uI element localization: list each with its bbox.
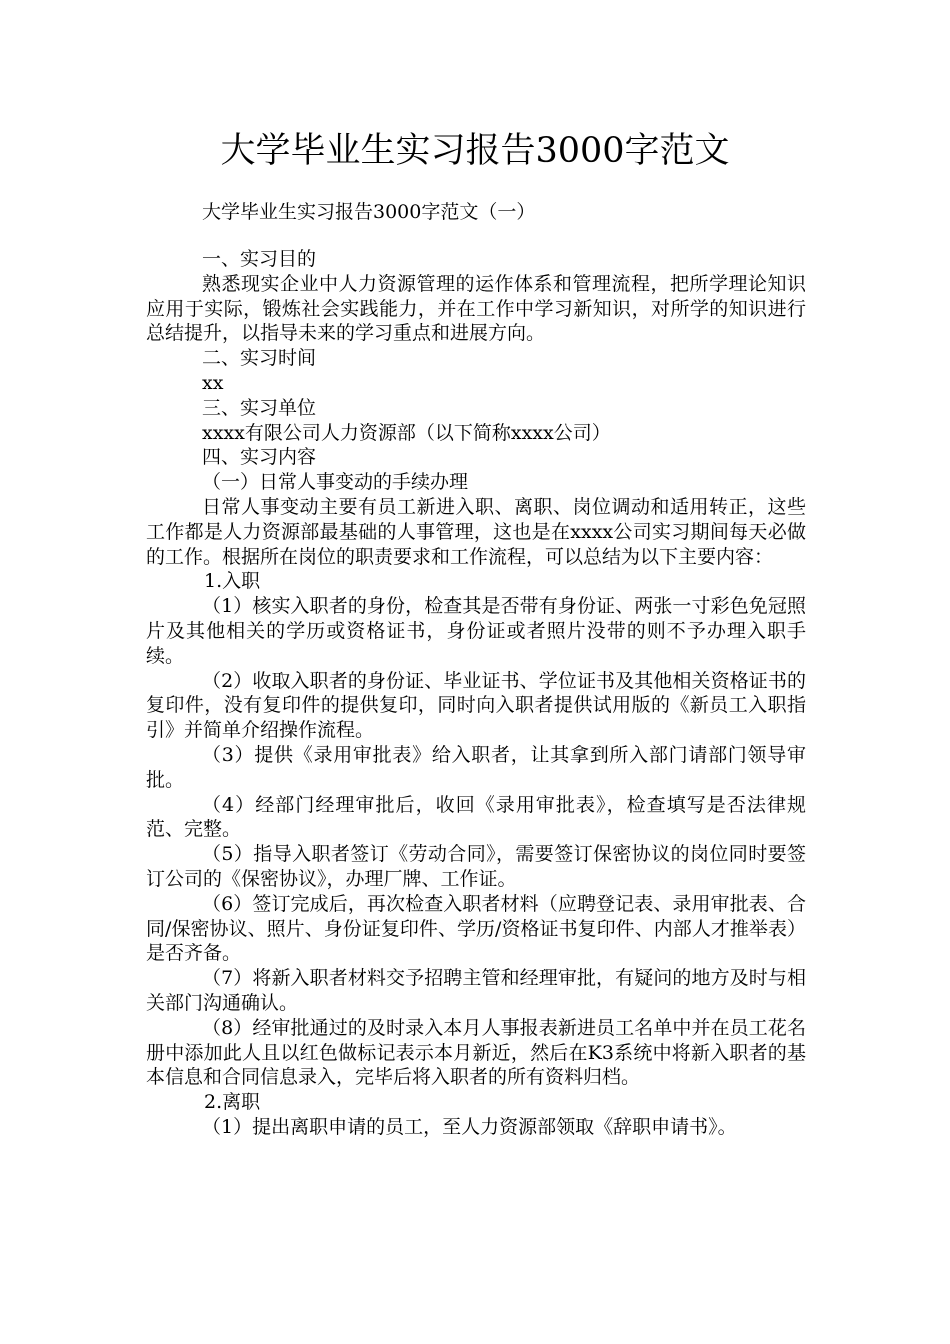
paragraph-personnel: 日常人事变动主要有员工新进入职、离职、岗位调动和适用转正，这些工作都是人力资源部最基础的人事管理，这也是在xxxx公司实习期间每天必做的工作。根据所在岗位的职责要求和工作流程，可以总结为以下主要内容： bbox=[146, 495, 806, 568]
subsection-heading-personnel: （一）日常人事变动的手续办理 bbox=[202, 471, 469, 494]
list-item: （3）提供《录用审批表》给入职者，让其拿到所入部门请部门领导审批。 bbox=[146, 743, 806, 791]
list-item: （7）将新入职者材料交予招聘主管和经理审批，有疑问的地方及时与相关部门沟通确认。 bbox=[146, 967, 806, 1014]
document-subtitle: 大学毕业生实习报告3000字范文（一） bbox=[202, 201, 536, 223]
item-heading-onboarding: 1.入职 bbox=[204, 570, 261, 593]
list-item: （8）经审批通过的及时录入本月人事报表新进员工名单中并在员工花名册中添加此人且以红色做标记表示本月新近，然后在K3系统中将新入职者的基本信息和合同信息录入，完毕后将入职者的所有资料归档。 bbox=[146, 1016, 806, 1089]
section-heading-time: 二、实习时间 bbox=[202, 347, 317, 370]
list-item: （2）收取入职者的身份证、毕业证书、学位证书及其他相关资格证书的复印件，没有复印件的提供复印，同时向入职者提供试用版的《新员工入职指引》并简单介绍操作流程。 bbox=[146, 669, 806, 742]
list-item: （5）指导入职者签订《劳动合同》，需要签订保密协议的岗位同时要签订公司的《保密协议》，办理厂牌、工作证。 bbox=[146, 843, 806, 890]
list-item: （6）签订完成后，再次检查入职者材料（应聘登记表、录用审批表、合同/保密协议、照片、身份证复印件、学历/资格证书复印件、内部人才推举表）是否齐备。 bbox=[146, 892, 806, 965]
list-item: （4）经部门经理审批后，收回《录用审批表》，检查填写是否法律规范、完整。 bbox=[146, 793, 806, 841]
paragraph-purpose: 熟悉现实企业中人力资源管理的运作体系和管理流程，把所学理论知识应用于实际，锻炼社会实践能力，并在工作中学习新知识，对所学的知识进行总结提升，以指导未来的学习重点和进展方向。 bbox=[146, 272, 806, 345]
document-body bbox=[146, 247, 806, 1140]
list-item: （1）提出离职申请的员工，至人力资源部领取《辞职申请书》。 bbox=[202, 1115, 737, 1138]
item-heading-resignation: 2.离职 bbox=[204, 1091, 261, 1114]
paragraph-unit: xxxx有限公司人力资源部（以下简称xxxx公司） bbox=[202, 421, 611, 444]
list-item: （1）核实入职者的身份，检查其是否带有身份证、两张一寸彩色免冠照片及其他相关的学历或资格证书，身份证或者照片没带的则不予办理入职手续。 bbox=[146, 595, 806, 667]
paragraph-time: xx bbox=[202, 371, 224, 394]
document-title: 大学毕业生实习报告3000字范文 bbox=[220, 131, 730, 171]
section-heading-unit: 三、实习单位 bbox=[202, 396, 317, 419]
section-heading-content: 四、实习内容 bbox=[202, 446, 317, 469]
section-heading-purpose: 一、实习目的 bbox=[202, 248, 317, 270]
